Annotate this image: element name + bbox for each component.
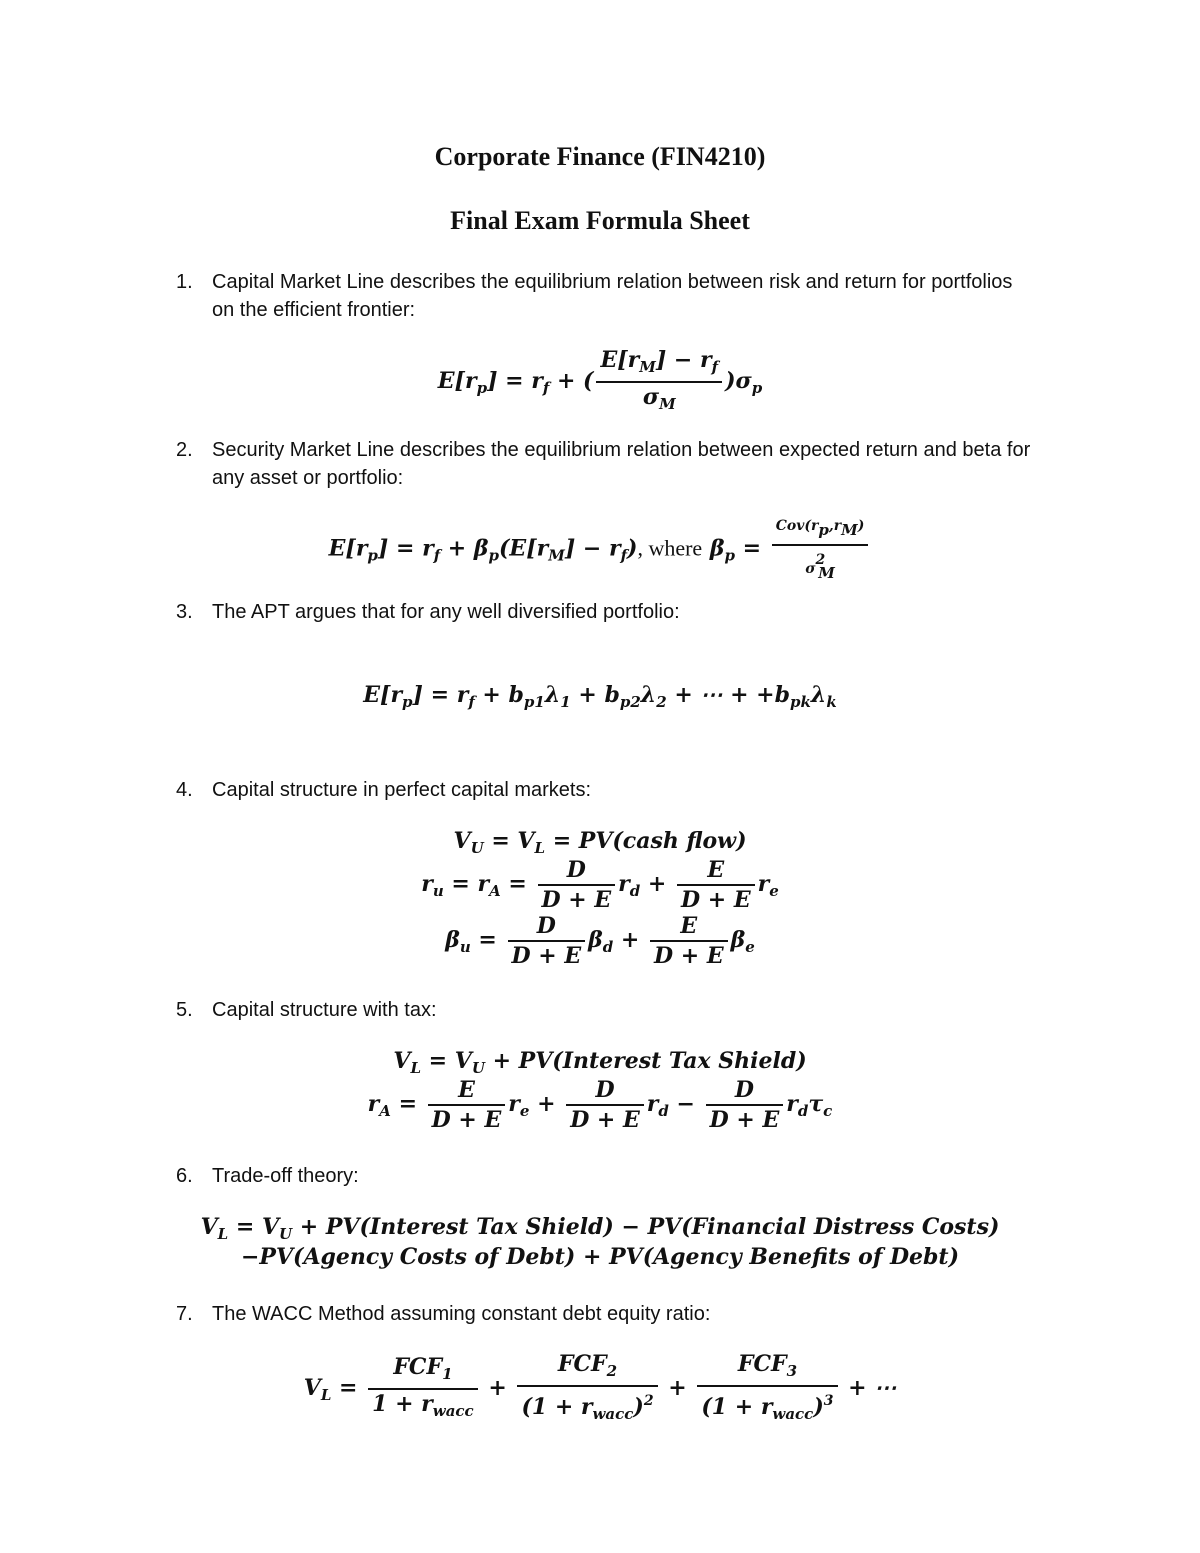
course-title: Corporate Finance (FIN4210): [434, 142, 766, 171]
unlevered-return-formula: $r_u = r_A$ = $\frac{D}{D + E}$ $r_d$ + $\frac{E}{D + E}$ $r_e$: [421, 857, 779, 913]
item-text: Capital structure in perfect capital markets:: [212, 779, 592, 801]
item-text: The WACC Method assuming constant debt equity ratio:: [212, 1303, 711, 1325]
unlevered-beta-formula: $\beta_u$ = $\frac{D}{D + E}$ $\beta_d$ + $\frac{E}{D + E}$ $\beta_e$: [445, 913, 755, 969]
apt-formula: $E[r_p] = r_f + b_{p1}\lambda_1 + b_{p2}\lambda_2$ + ⋯ + $+b_{pk}\lambda_k$: [363, 682, 837, 711]
item-text: The APT argues that for any well diversified portfolio:: [212, 601, 680, 623]
item-number: 3.: [176, 601, 193, 623]
trade-off-formula-line-2: −PV(Agency Costs of Debt) + PV(Agency Benefits of Debt): [240, 1244, 959, 1270]
item-number: 7.: [176, 1303, 193, 1325]
item-number: 2.: [176, 439, 193, 461]
security-market-line-formula: $E[r_p] = r_f + \beta_p(E[r_M] - r_f)$, where $\beta_p$ = $\frac{Cov(r_p,r_M)}{\sigma^2_M}$: [0, 514, 1200, 585]
sheet-title: Final Exam Formula Sheet: [450, 206, 750, 235]
asset-return-with-tax-formula: $r_A$ = $\frac{E}{D + E}$ $r_e$ + $\frac{D}{D + E}$ $r_d$ − $\frac{D}{D + E}$ $r_d\tau_c$: [367, 1077, 833, 1133]
item-text: Capital structure with tax:: [212, 999, 437, 1021]
item-text: Trade-off theory:: [212, 1165, 359, 1187]
item-text: Security Market Line describes the equilibrium relation between expected return and beta for any asset or portfolio:: [212, 439, 1031, 489]
wacc-valuation-formula: $V_L$ = $\frac{FCF_1}{1 + r_{wacc}}$ + $\frac{FCF_2}{(1 + r_{wacc})^2}$ + $\frac{FCF_3}{(1 + r_{wacc})^3}$ + ⋯: [303, 1351, 897, 1423]
item-number: 5.: [176, 999, 193, 1021]
item-number: 1.: [176, 271, 193, 293]
item-number: 6.: [176, 1165, 193, 1187]
perfect-markets-value-formula: $V_U = V_L$ = PV(cash flow): [453, 828, 747, 857]
trade-off-formula-line-1: $V_L = V_U$ + PV(Interest Tax Shield) − PV(Financial Distress Costs): [200, 1214, 1000, 1243]
where-word: , where: [637, 535, 703, 561]
capital-market-line-formula: $E[r_p] = r_f$ + ( $\frac{E[r_M] - r_f}{\sigma_M}$ )$\sigma_p$: [437, 347, 763, 413]
item-text: Capital Market Line describes the equilibrium relation between risk and return for portfolios on the efficient frontier:: [212, 271, 1013, 321]
levered-value-with-tax-formula: $V_L = V_U$ + PV(Interest Tax Shield): [393, 1048, 807, 1077]
item-number: 4.: [176, 779, 193, 801]
